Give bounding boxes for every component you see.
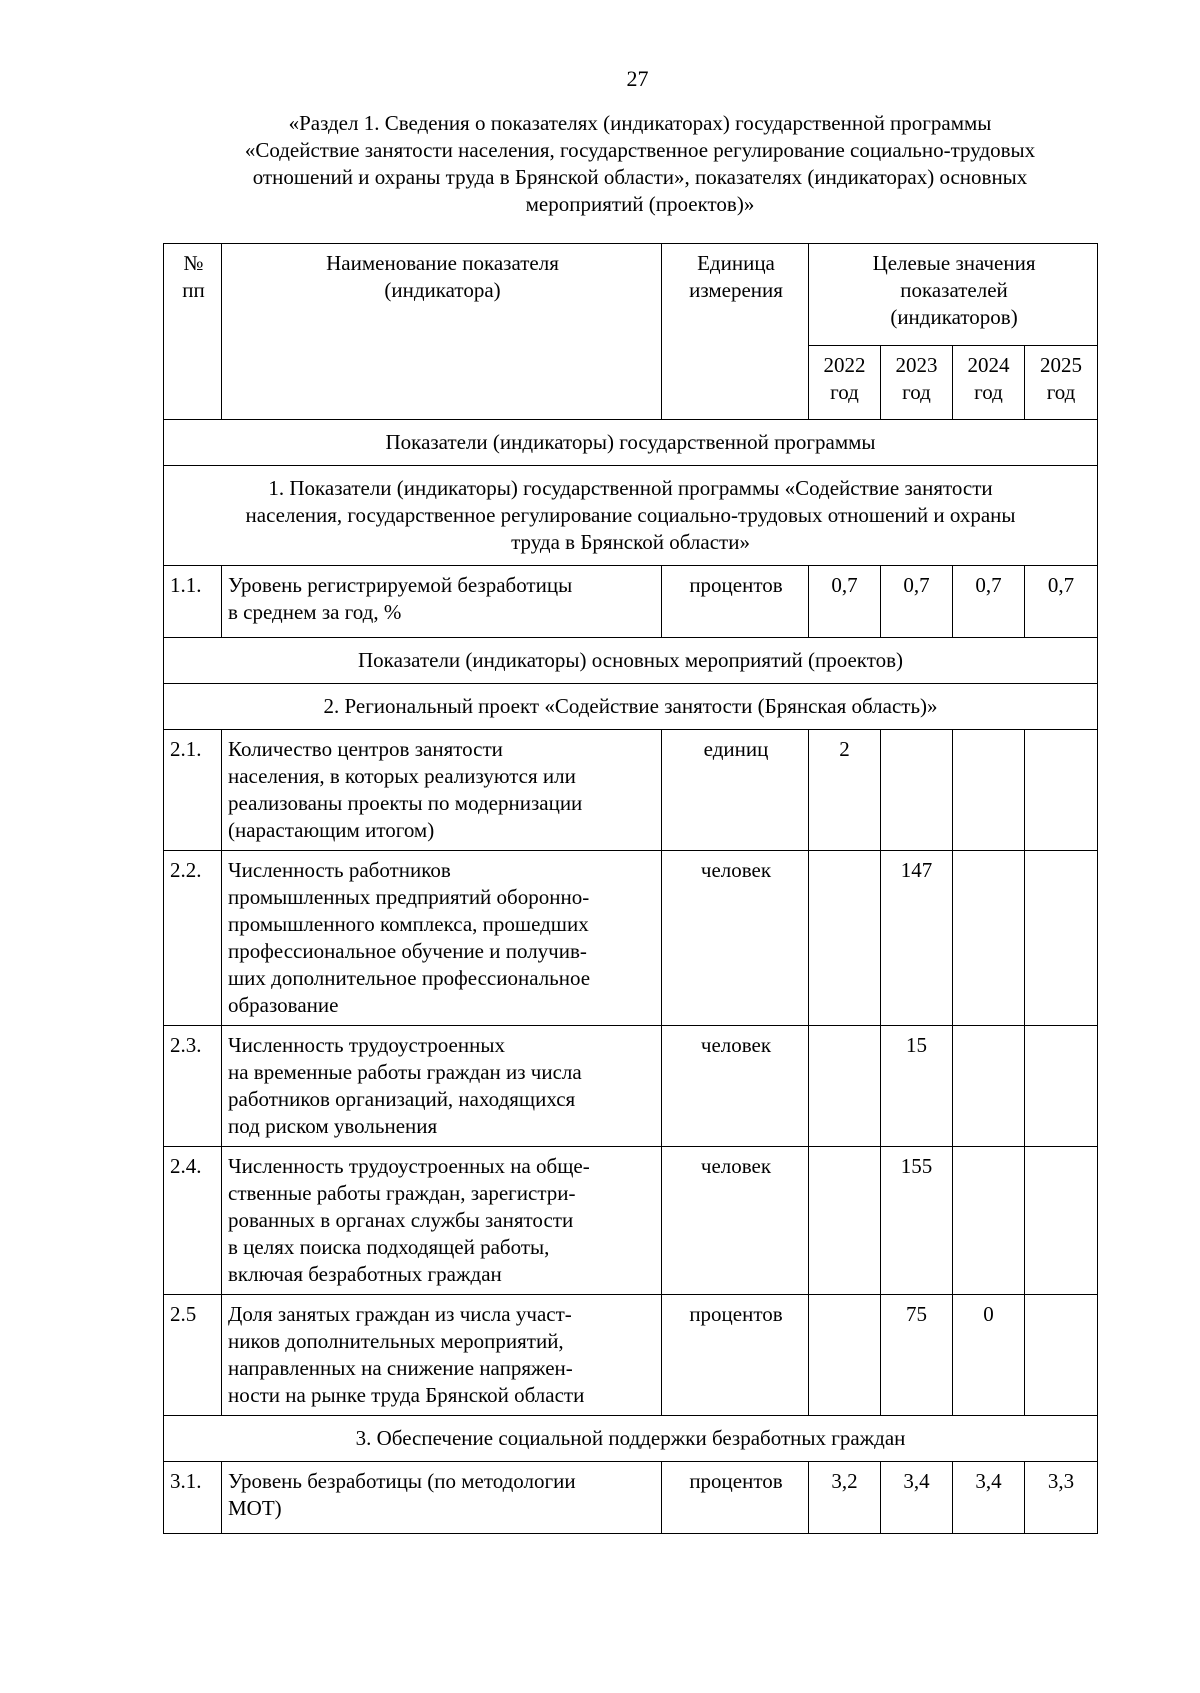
row-unit: процентов xyxy=(662,1295,809,1416)
value-2025 xyxy=(1025,1147,1098,1295)
group-row xyxy=(164,466,1098,566)
row-unit: процентов xyxy=(662,566,809,638)
table-row xyxy=(164,730,1098,851)
header-year-2024: 2024 год xyxy=(953,346,1025,420)
header-year-2025: 2025 год xyxy=(1025,346,1098,420)
header-year-2023: 2023 год xyxy=(881,346,953,420)
row-num: 2.4. xyxy=(164,1147,222,1295)
group-2-title: 2. Региональный проект «Содействие занятости (Брянская область)» xyxy=(164,684,1098,730)
row-unit: человек xyxy=(662,1026,809,1147)
row-num: 2.3. xyxy=(164,1026,222,1147)
value-2024 xyxy=(953,851,1025,1026)
heading-line: отношений и охраны труда в Брянской области», показателях (индикаторах) основных xyxy=(252,165,1028,189)
row-num: 1.1. xyxy=(164,566,222,638)
table-row xyxy=(164,851,1098,1026)
row-name: Доля занятых граждан из числа участ- ников дополнительных мероприятий, направленных на снижение напряжен- ности на рынке труда Брянской области xyxy=(222,1295,662,1416)
value-2024: 0 xyxy=(953,1295,1025,1416)
section-heading xyxy=(175,110,1105,218)
row-name: Численность трудоустроенных на временные работы граждан из числа работников организаций, находящихся под риском увольнения xyxy=(222,1026,662,1147)
value-2025 xyxy=(1025,1026,1098,1147)
row-name: Уровень регистрируемой безработицы в среднем за год, % xyxy=(222,566,662,638)
group-3-title: 3. Обеспечение социальной поддержки безработных граждан xyxy=(164,1416,1098,1462)
table-row xyxy=(164,1147,1098,1295)
row-num: 2.1. xyxy=(164,730,222,851)
row-name: Численность трудоустроенных на обще- ственные работы граждан, зарегистри- рованных в органах службы занятости в целях поиска подходящей работы, включая безработных граждан xyxy=(222,1147,662,1295)
value-2023 xyxy=(881,730,953,851)
value-2023: 0,7 xyxy=(881,566,953,638)
value-2023: 147 xyxy=(881,851,953,1026)
group-1-title: 1. Показатели (индикаторы) государственной программы «Содействие занятости населения, государственное регулирование социально-трудовых отношений и охраны труда в Брянской области» xyxy=(164,466,1098,566)
heading-line: «Содействие занятости населения, государственное регулирование социально-трудовых xyxy=(244,138,1036,162)
value-2022: 0,7 xyxy=(809,566,881,638)
row-name: Уровень безработицы (по методологии МОТ) xyxy=(222,1462,662,1534)
row-name: Количество центров занятости населения, в которых реализуются или реализованы проекты по модернизации (нарастающим итогом) xyxy=(222,730,662,851)
value-2024: 0,7 xyxy=(953,566,1025,638)
value-2024 xyxy=(953,1026,1025,1147)
section-projects-title: Показатели (индикаторы) основных мероприятий (проектов) xyxy=(164,638,1098,684)
value-2023: 15 xyxy=(881,1026,953,1147)
page-number: 27 xyxy=(626,66,649,91)
value-2023: 3,4 xyxy=(881,1462,953,1534)
value-2024 xyxy=(953,1147,1025,1295)
indicators-table xyxy=(163,243,1098,1534)
value-2022: 3,2 xyxy=(809,1462,881,1534)
row-name: Численность работников промышленных предприятий оборонно- промышленного комплекса, прошедших профессиональное обучение и получив- ших дополнительное профессиональное образование xyxy=(222,851,662,1026)
value-2025 xyxy=(1025,1295,1098,1416)
header-year-2022: 2022 год xyxy=(809,346,881,420)
value-2025: 3,3 xyxy=(1025,1462,1098,1534)
value-2022 xyxy=(809,1026,881,1147)
table-row xyxy=(164,1462,1098,1534)
header-name: Наименование показателя (индикатора) xyxy=(222,244,662,420)
section-row xyxy=(164,638,1098,684)
heading-line: «Раздел 1. Сведения о показателях (индикаторах) государственной программы xyxy=(288,111,992,135)
row-num: 2.2. xyxy=(164,851,222,1026)
header-num: № пп xyxy=(164,244,222,420)
table-row xyxy=(164,1295,1098,1416)
row-unit: человек xyxy=(662,851,809,1026)
value-2022 xyxy=(809,1147,881,1295)
table-row xyxy=(164,1026,1098,1147)
section-row xyxy=(164,420,1098,466)
value-2025 xyxy=(1025,730,1098,851)
value-2023: 75 xyxy=(881,1295,953,1416)
table-row xyxy=(164,566,1098,638)
row-num: 2.5 xyxy=(164,1295,222,1416)
group-row xyxy=(164,1416,1098,1462)
value-2024 xyxy=(953,730,1025,851)
value-2022 xyxy=(809,851,881,1026)
header-unit: Единица измерения xyxy=(662,244,809,420)
row-unit: единиц xyxy=(662,730,809,851)
row-num: 3.1. xyxy=(164,1462,222,1534)
value-2025: 0,7 xyxy=(1025,566,1098,638)
header-targets: Целевые значения показателей (индикаторов) xyxy=(809,244,1098,346)
section-program-title: Показатели (индикаторы) государственной программы xyxy=(164,420,1098,466)
heading-line: мероприятий (проектов)» xyxy=(525,192,755,216)
row-unit: процентов xyxy=(662,1462,809,1534)
value-2023: 155 xyxy=(881,1147,953,1295)
group-row xyxy=(164,684,1098,730)
value-2024: 3,4 xyxy=(953,1462,1025,1534)
row-unit: человек xyxy=(662,1147,809,1295)
value-2022 xyxy=(809,1295,881,1416)
value-2025 xyxy=(1025,851,1098,1026)
value-2022: 2 xyxy=(809,730,881,851)
table-header-row xyxy=(164,244,1098,346)
